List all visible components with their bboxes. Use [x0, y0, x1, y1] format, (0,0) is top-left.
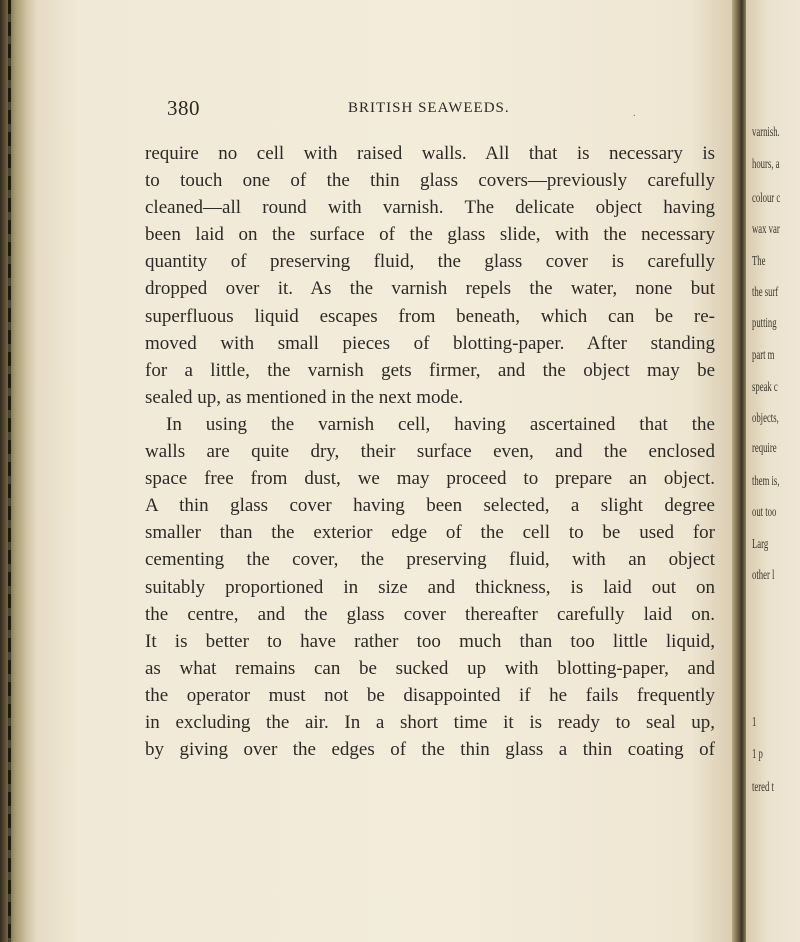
facing-page-fragment: require	[752, 441, 777, 456]
page-number: 380	[167, 96, 200, 120]
facing-page-fragment: colour c	[752, 191, 781, 206]
facing-page-fragment: part m	[752, 348, 775, 363]
text-line: as what remains can be sucked up with blotting-paper, and	[145, 657, 715, 679]
page-header	[0, 96, 800, 126]
facing-page-fragment: hours, a	[752, 157, 780, 172]
facing-page-fragment: 1 p	[752, 747, 763, 762]
text-line: to touch one of the thin glass covers—previously carefully	[145, 170, 715, 192]
text-line: A thin glass cover having been selected, a slight degree	[145, 495, 715, 517]
text-line: by giving over the edges of the thin glass a thin coating of	[145, 739, 715, 761]
text-line: walls are quite dry, their surface even, and the enclosed	[145, 441, 715, 463]
text-line: It is better to have rather too much than too little liquid,	[145, 630, 715, 652]
text-line: space free from dust, we may proceed to prepare an object.	[145, 468, 715, 490]
facing-page-fragment: them is,	[752, 474, 780, 489]
text-line: suitably proportioned in size and thickness, is laid out on	[145, 576, 715, 598]
text-line: cleaned—all round with varnish. The delicate object having	[145, 197, 715, 219]
facing-page-fragment: wax var	[752, 222, 780, 237]
text-line: the centre, and the glass cover thereafter carefully laid on.	[145, 603, 715, 625]
facing-page-fragment: The	[752, 254, 766, 269]
left-binding-edge	[0, 0, 38, 942]
text-line: for a little, the varnish gets firmer, and the object may be	[145, 359, 715, 381]
paragraph-first-line: In using the varnish cell, having ascertained that the	[166, 413, 715, 435]
running-head: BRITISH SEAWEEDS.	[348, 100, 510, 116]
text-line: require no cell with raised walls. All that is necessary is	[145, 143, 715, 164]
text-line: quantity of preserving fluid, the glass cover is carefully	[145, 251, 715, 273]
facing-page-fragment: varnish.	[752, 125, 780, 140]
body-text	[145, 140, 715, 763]
text-line: dropped over it. As the varnish repels the water, none but	[145, 278, 715, 300]
facing-page-fragment: the surf	[752, 285, 779, 300]
text-line: in excluding the air. In a short time it is ready to seal up,	[145, 711, 715, 733]
facing-page-fragment: objects,	[752, 411, 779, 426]
text-line: smaller than the exterior edge of the cell to be used for	[145, 522, 715, 544]
facing-page-fragment: other l	[752, 568, 775, 583]
facing-page-edge	[746, 0, 800, 942]
paragraph-end-line: sealed up, as mentioned in the next mode.	[145, 386, 464, 408]
text-line: been laid on the surface of the glass slide, with the necessary	[145, 224, 715, 246]
header-mark: .	[633, 108, 636, 119]
text-line: cementing the cover, the preserving fluid, with an object	[145, 549, 715, 571]
facing-page-fragment: putting	[752, 316, 777, 331]
facing-page-fragment: speak c	[752, 380, 778, 395]
text-line: moved with small pieces of blotting-paper. After standing	[145, 332, 715, 354]
facing-page-fragment: tered t	[752, 780, 774, 795]
facing-page-fragment: Larg	[752, 537, 769, 552]
facing-page-fragment: 1	[752, 715, 757, 730]
text-line: superfluous liquid escapes from beneath, which can be re-	[145, 305, 715, 327]
facing-page-fragment: out too	[752, 505, 777, 520]
text-line: the operator must not be disappointed if he fails frequently	[145, 684, 715, 706]
book-spine-gutter	[732, 0, 746, 942]
